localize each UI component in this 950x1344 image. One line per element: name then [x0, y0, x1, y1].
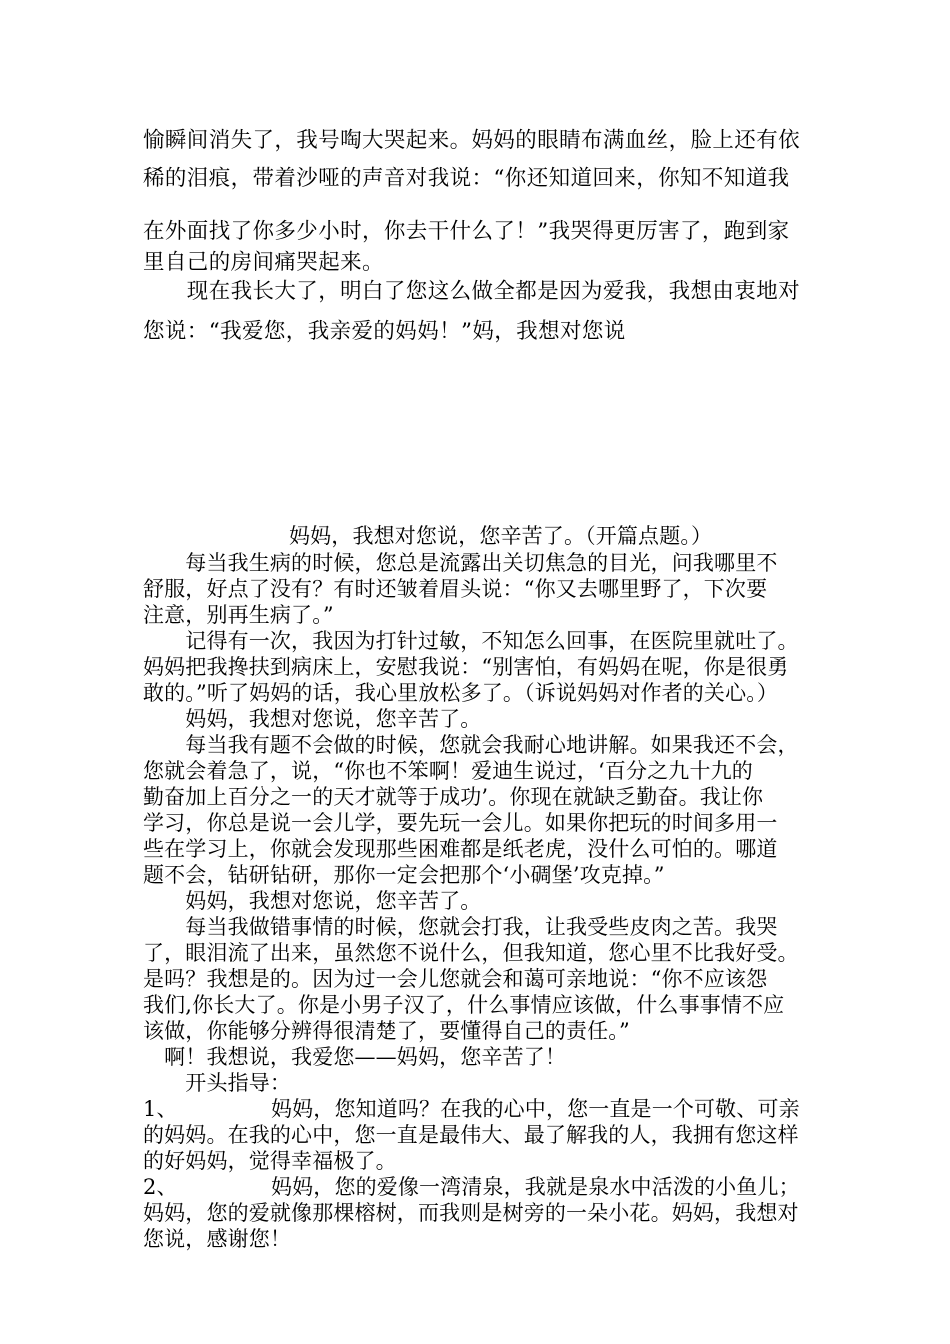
paragraph-line: 每当我生病的时候，您总是流露出关切焦急的目光，问我哪里不	[143, 551, 778, 575]
guide-item-number: 2、	[143, 1175, 178, 1199]
paragraph-line: 妈妈，您的爱就像那棵榕树，而我则是树旁的一朵小花。妈妈，我想对	[143, 1201, 799, 1225]
paragraph-line: 些在学习上，你就会发现那些困难都是纸老虎，没什么可怕的。哪道	[143, 837, 778, 861]
paragraph-line: 您就会着急了，说，“你也不笨啊！爱迪生说过，‘百分之九十九的	[143, 759, 753, 783]
paragraph-line: 每当我做错事情的时候，您就会打我，让我受些皮肉之苦。我哭	[143, 915, 778, 939]
paragraph-line: 是吗？我想是的。因为过一会儿您就会和蔼可亲地说：“你不应该怨	[143, 967, 768, 991]
paragraph-line: 的好妈妈，觉得幸福极了。	[143, 1149, 397, 1173]
paragraph-line: 注意，别再生病了。”	[143, 603, 334, 627]
paragraph-line: 敢的。”听了妈妈的话，我心里放松多了。（诉说妈妈对作者的关心。）	[143, 681, 779, 705]
paragraph-line: 妈妈，我想对您说，您辛苦了。	[143, 707, 482, 731]
paragraph-line: 您说，感谢您！	[143, 1227, 292, 1251]
paragraph-line: 里自己的房间痛哭起来。	[143, 250, 384, 275]
paragraph-line: 题不会，钻研钻研，那你一定会把那个‘小碉堡’攻克掉。”	[143, 863, 665, 887]
paragraph-line: 的妈妈。在我的心中，您一直是最伟大、最了解我的人，我拥有您这样	[143, 1123, 799, 1147]
paragraph-line: 妈妈，我想对您说，您辛苦了。	[143, 889, 482, 913]
guide-item-text: 妈妈，您的爱像一湾清泉，我就是泉水中活泼的小鱼儿；	[271, 1175, 800, 1199]
paragraph-line: 该做，你能够分辨得很清楚了，要懂得自己的责任。”	[143, 1019, 630, 1043]
paragraph-line: 啊！我想说，我爱您——妈妈，您辛苦了！	[143, 1045, 566, 1069]
paragraph-line: 愉瞬间消失了，我号啕大哭起来。妈妈的眼睛布满血丝，脸上还有依	[143, 128, 801, 153]
paragraph-line: 学习，你总是说一会儿学，要先玩一会儿。如果你把玩的时间多用一	[143, 811, 778, 835]
paragraph-line: 妈妈把我搀扶到病床上，安慰我说：“别害怕，有妈妈在呢，你是很勇	[143, 655, 789, 679]
paragraph-line: 了，眼泪流了出来，虽然您不说什么，但我知道，您心里不比我好受。	[143, 941, 799, 965]
paragraph-line: 稀的泪痕，带着沙哑的声音对我说：“你还知道回来，你知不知道我	[143, 166, 790, 191]
paragraph-line: 在外面找了你多少小时，你去干什么了！”我哭得更厉害了，跑到家	[143, 219, 790, 244]
guide-heading: 开头指导：	[143, 1071, 292, 1095]
essay-title: 妈妈，我想对您说，您辛苦了。（开篇点题。）	[289, 524, 713, 548]
guide-item-number: 1、	[143, 1097, 178, 1121]
paragraph-line: 舒服，好点了没有？有时还皱着眉头说：“你又去哪里野了，下次要	[143, 577, 768, 601]
paragraph-line: 我们,你长大了。你是小男子汉了，什么事情应该做，什么事事情不应	[143, 993, 785, 1017]
guide-item-text: 妈妈，您知道吗？在我的心中，您一直是一个可敬、可亲	[271, 1097, 800, 1121]
paragraph-line: 勤奋加上百分之一的天才就等于成功’。你现在就缺乏勤奋。我让你	[143, 785, 764, 809]
paragraph-line: 记得有一次，我因为打针过敏，不知怎么回事，在医院里就吐了。	[143, 629, 799, 653]
paragraph-line: 现在我长大了，明白了您这么做全都是因为爱我，我想由衷地对	[143, 279, 801, 304]
paragraph-line: 每当我有题不会做的时候，您就会我耐心地讲解。如果我还不会，	[143, 733, 799, 757]
paragraph-line: 您说：“我爱您，我亲爱的妈妈！”妈，我想对您说	[143, 319, 626, 344]
